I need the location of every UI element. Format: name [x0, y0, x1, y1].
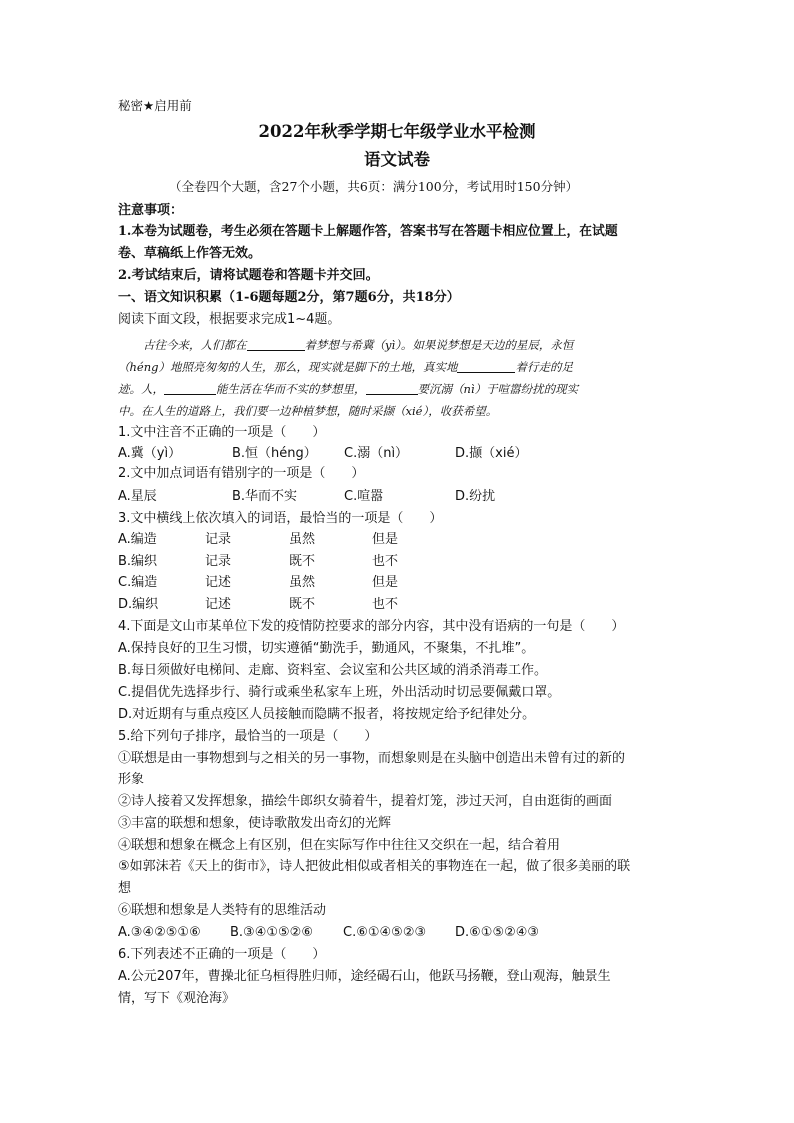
q4-option-b: B.每日须做好电梯间、走廊、资料室、会议室和公共区域的消杀消毒工作。 [118, 663, 548, 678]
blank-2 [457, 360, 515, 373]
q1-option-d: D.撷（xié） [455, 446, 528, 461]
exam-info: （全卷四个大题，含27个小题，共6页：满分100分，考试用时150分钟） [169, 179, 579, 194]
q6-option-a-cont: 情，写下《观沧海》 [118, 991, 236, 1006]
q3-cell: 但是 [372, 532, 399, 547]
q3-cell: C.编造 [118, 575, 158, 590]
q5-sentence-2: ②诗人接着又发挥想象，描绘牛郎织女骑着牛，提着灯笼，涉过天河，自由逛街的画面 [118, 794, 613, 809]
q5-option-d: D.⑥①⑤②④③ [455, 925, 540, 940]
q5-option-c: C.⑥①④⑤②③ [343, 925, 427, 940]
q5-option-a: A.③④②⑤①⑥ [118, 925, 201, 940]
q3-cell: B.编织 [118, 554, 158, 569]
q1-option-c: C.溺（nì） [344, 446, 409, 461]
q1-option-a: A.冀（yì） [118, 446, 182, 461]
q3-cell: 记述 [205, 575, 232, 590]
q5-option-b: B.③④①⑤②⑥ [230, 925, 313, 940]
passage-line-1: 古往今来，人们都在 着梦想与希冀（yì）。如果说梦想是天边的星辰，永恒 [143, 338, 574, 352]
q2-option-b: B.华而不实 [232, 489, 298, 504]
q5-sentence-5-cont: 想 [118, 881, 132, 896]
q3-cell: 既不 [289, 554, 316, 569]
notes-heading: 注意事项： [118, 203, 184, 218]
q3-stem: 3.文中横线上依次填入的词语，最恰当的一项是（ ） [118, 511, 443, 526]
q3-cell: 也不 [372, 554, 399, 569]
blank-3 [164, 382, 216, 395]
q3-cell: 记录 [205, 532, 232, 547]
passage-line-4: 中。在人生的道路上，我们要一边种植梦想，随时采撷（xié），收获希望。 [118, 404, 498, 418]
q4-option-d: D.对近期有与重点疫区人员接触而隐瞒不报者，将按规定给予纪律处分。 [118, 707, 536, 722]
q4-option-c: C.提倡优先选择步行、骑行或乘坐私家车上班，外出活动时切忌要佩戴口罩。 [118, 685, 561, 700]
q5-sentence-6: ⑥联想和想象是人类特有的思维活动 [118, 903, 327, 918]
q3-cell: 既不 [289, 597, 316, 612]
q5-sentence-5: ⑤如郭沫若《天上的街市》，诗人把彼此相似或者相关的事物连在一起，做了很多美丽的联 [118, 859, 631, 874]
q5-sentence-4: ④联想和想象在概念上有区别，但在实际写作中往往又交织在一起，结合着用 [118, 838, 561, 853]
q5-stem: 5.给下列句子排序，最恰当的一项是（ ） [118, 729, 378, 744]
section-1-heading: 一、语文知识积累（1-6题每题2分，第7题6分，共18分） [118, 290, 460, 305]
q2-stem: 2.文中加点词语有错别字的一项是（ ） [118, 466, 365, 481]
q4-stem: 4.下面是文山市某单位下发的疫情防控要求的部分内容，其中没有语病的一句是（ ） [118, 619, 625, 634]
q3-cell: 但是 [372, 575, 399, 590]
q4-option-a: A.保持良好的卫生习惯，切实遵循“勤洗手，勤通风，不聚集，不扎堆”。 [118, 641, 535, 656]
passage-line-3: 迹。人， 能生活在华而不实的梦想里， 要沉溺（nì）于喧嚣纷扰的现实 [118, 382, 579, 396]
note-1-line1: 1.本卷为试题卷，考生必须在答题卡上解题作答，答案书写在答题卡相应位置上，在试题 [118, 224, 618, 239]
q2-option-d: D.纷扰 [455, 489, 496, 504]
exam-subtitle: 语文试卷 [364, 150, 430, 169]
reading-instruction: 阅读下面文段，根据要求完成1~4题。 [118, 312, 341, 327]
q5-sentence-1: ①联想是由一事物想到与之相关的另一事物，而想象则是在头脑中创造出未曾有过的新的 [118, 751, 626, 766]
q3-cell: 虽然 [289, 575, 316, 590]
q3-cell: 记述 [205, 597, 232, 612]
q5-sentence-1-cont: 形象 [118, 772, 145, 787]
exam-title: 2022年秋季学期七年级学业水平检测 [258, 122, 536, 141]
q3-cell: D.编织 [118, 597, 159, 612]
q3-cell: A.编造 [118, 532, 157, 547]
blank-4 [366, 382, 418, 395]
q3-cell: 也不 [372, 597, 399, 612]
q3-cell: 记录 [205, 554, 232, 569]
q5-sentence-3: ③丰富的联想和想象，使诗歌散发出奇幻的光辉 [118, 816, 392, 831]
q6-option-a: A.公元207年，曹操北征乌桓得胜归师，途经碣石山，他跃马扬鞭，登山观海，触景生 [118, 969, 611, 984]
q1-option-b: B.恒（héng） [232, 446, 317, 461]
q6-stem: 6.下列表述不正确的一项是（ ） [118, 947, 326, 962]
q2-option-c: C.喧嚣 [344, 489, 384, 504]
blank-1 [247, 338, 305, 351]
passage-line-2: （héng）地照亮匆匆的人生，那么，现实就是脚下的土地，真实地 着行走的足 [118, 360, 573, 374]
secret-label: 秘密★启用前 [118, 98, 192, 113]
note-1-line2: 卷、草稿纸上作答无效。 [118, 246, 262, 261]
q3-cell: 虽然 [289, 532, 316, 547]
q2-option-a: A.星辰 [118, 489, 157, 504]
note-2: 2.考试结束后，请将试题卷和答题卡并交回。 [118, 268, 379, 283]
q1-stem: 1.文中注音不正确的一项是（ ） [118, 425, 326, 440]
